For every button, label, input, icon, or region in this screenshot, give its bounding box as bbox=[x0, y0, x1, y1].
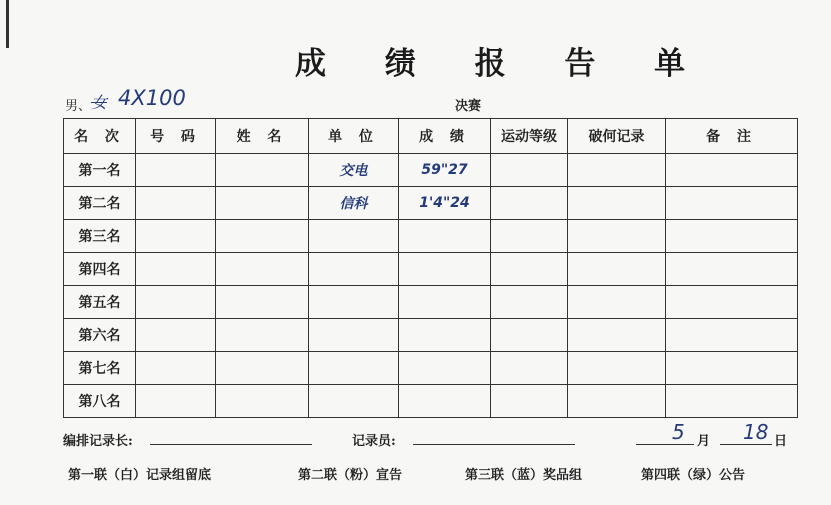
rank-cell: 第一名 bbox=[64, 154, 136, 187]
result-cell bbox=[399, 220, 491, 253]
record-cell bbox=[568, 319, 666, 352]
name-cell bbox=[216, 253, 309, 286]
result-cell bbox=[399, 352, 491, 385]
chief-signature-line bbox=[150, 444, 312, 445]
recorder-signature-line bbox=[413, 444, 575, 445]
grade-cell bbox=[491, 220, 568, 253]
event-gender-female-mark: 女 bbox=[91, 93, 108, 112]
col-rank-header: 名 次 bbox=[64, 119, 136, 154]
recorder-label: 记录员: bbox=[352, 434, 396, 449]
result-cell bbox=[399, 253, 491, 286]
table-row bbox=[64, 286, 798, 319]
result-cell: 1'4"24 bbox=[399, 187, 491, 220]
table-row bbox=[64, 220, 798, 253]
page-title: 成 绩 报 告 单 bbox=[295, 46, 710, 82]
record-cell bbox=[568, 385, 666, 418]
rank-cell: 第八名 bbox=[64, 385, 136, 418]
remarks-cell bbox=[666, 385, 798, 418]
record-cell bbox=[568, 352, 666, 385]
name-cell bbox=[216, 319, 309, 352]
name-cell bbox=[216, 220, 309, 253]
copy-note-2: 第二联（粉）宣告 bbox=[298, 468, 403, 483]
record-cell bbox=[568, 187, 666, 220]
table-row bbox=[64, 154, 798, 187]
event-round: 决赛 bbox=[455, 99, 482, 114]
rank-cell: 第四名 bbox=[64, 253, 136, 286]
copy-note-3: 第三联（蓝）奖品组 bbox=[465, 468, 583, 483]
grade-cell bbox=[491, 352, 568, 385]
name-cell bbox=[216, 154, 309, 187]
result-cell bbox=[399, 286, 491, 319]
grade-cell bbox=[491, 154, 568, 187]
remarks-cell bbox=[666, 220, 798, 253]
number-cell bbox=[136, 253, 216, 286]
remarks-cell bbox=[666, 286, 798, 319]
remarks-cell bbox=[666, 154, 798, 187]
name-cell bbox=[216, 187, 309, 220]
record-cell bbox=[568, 253, 666, 286]
col-record-header: 破何记录 bbox=[568, 119, 666, 154]
grade-cell bbox=[491, 187, 568, 220]
unit-cell: 交电 bbox=[309, 154, 399, 187]
col-result-header: 成 绩 bbox=[399, 119, 491, 154]
col-remarks-header: 备 注 bbox=[666, 119, 798, 154]
name-cell bbox=[216, 385, 309, 418]
table-row bbox=[64, 253, 798, 286]
remarks-cell bbox=[666, 352, 798, 385]
rank-cell: 第六名 bbox=[64, 319, 136, 352]
month-value: 5 bbox=[672, 420, 685, 444]
month-line bbox=[636, 444, 694, 445]
record-cell bbox=[568, 154, 666, 187]
rank-cell: 第二名 bbox=[64, 187, 136, 220]
result-cell: 59"27 bbox=[399, 154, 491, 187]
result-cell bbox=[399, 319, 491, 352]
grade-cell bbox=[491, 385, 568, 418]
number-cell bbox=[136, 154, 216, 187]
table-row bbox=[64, 187, 798, 220]
remarks-cell bbox=[666, 253, 798, 286]
col-name-header: 姓 名 bbox=[216, 119, 309, 154]
result-cell bbox=[399, 385, 491, 418]
table-row bbox=[64, 385, 798, 418]
grade-cell bbox=[491, 253, 568, 286]
number-cell bbox=[136, 220, 216, 253]
record-cell bbox=[568, 220, 666, 253]
event-gender-prefix: 男、 bbox=[65, 99, 92, 114]
copy-note-1: 第一联（白）记录组留底 bbox=[68, 468, 212, 483]
day-value: 18 bbox=[743, 420, 769, 444]
unit-cell bbox=[309, 286, 399, 319]
unit-cell bbox=[309, 352, 399, 385]
rank-cell: 第七名 bbox=[64, 352, 136, 385]
table-header-row bbox=[64, 119, 798, 154]
unit-cell bbox=[309, 385, 399, 418]
record-cell bbox=[568, 286, 666, 319]
name-cell bbox=[216, 286, 309, 319]
number-cell bbox=[136, 319, 216, 352]
number-cell bbox=[136, 352, 216, 385]
unit-cell: 信科 bbox=[309, 187, 399, 220]
table-row bbox=[64, 319, 798, 352]
remarks-cell bbox=[666, 187, 798, 220]
number-cell bbox=[136, 385, 216, 418]
table-row bbox=[64, 352, 798, 385]
col-unit-header: 单 位 bbox=[309, 119, 399, 154]
copy-note-4: 第四联（绿）公告 bbox=[641, 468, 746, 483]
rank-cell: 第三名 bbox=[64, 220, 136, 253]
grade-cell bbox=[491, 319, 568, 352]
name-cell bbox=[216, 352, 309, 385]
day-line bbox=[720, 444, 772, 445]
remarks-cell bbox=[666, 319, 798, 352]
col-number-header: 号 码 bbox=[136, 119, 216, 154]
unit-cell bbox=[309, 253, 399, 286]
paper-edge-mark bbox=[6, 0, 9, 48]
month-label: 月 bbox=[697, 434, 711, 449]
chief-recorder-label: 编排记录长: bbox=[63, 434, 133, 449]
number-cell bbox=[136, 286, 216, 319]
unit-cell bbox=[309, 319, 399, 352]
unit-cell bbox=[309, 220, 399, 253]
col-grade-header: 运动等级 bbox=[491, 119, 568, 154]
day-label: 日 bbox=[774, 434, 788, 449]
grade-cell bbox=[491, 286, 568, 319]
results-table bbox=[63, 118, 798, 418]
event-name: 4X100 bbox=[118, 86, 186, 110]
rank-cell: 第五名 bbox=[64, 286, 136, 319]
number-cell bbox=[136, 187, 216, 220]
